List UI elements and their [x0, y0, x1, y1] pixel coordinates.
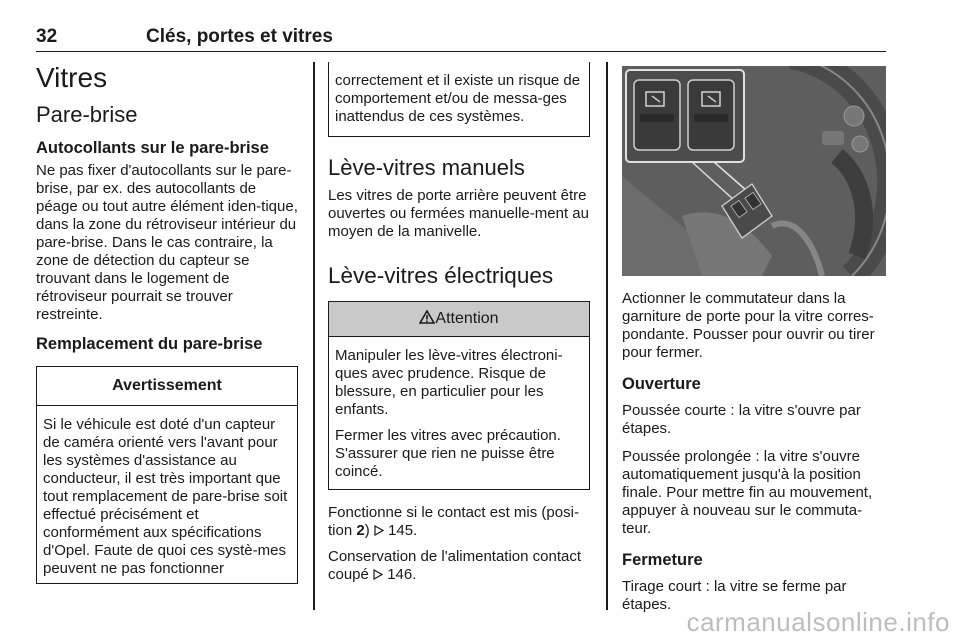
warning-title: Avertissement — [37, 367, 297, 406]
attention-paragraph-2: Fermer les vitres avec précaution. S'assurer que rien ne puisse être coincé. — [335, 427, 561, 480]
column-divider-left — [313, 62, 315, 610]
closing-paragraph-1: Tirage court : la vitre se ferme par étapes. — [622, 578, 847, 613]
column-divider-right — [606, 62, 608, 610]
section-title: Clés, portes et vitres — [146, 26, 333, 47]
attention-paragraph-1: Manipuler les lève-vitres électroni-ques avec prudence. Risque de blessure, en particulier pour les enfants. — [335, 347, 563, 418]
intro-paragraph: Actionner le commutateur dans la garniture de porte pour la vitre corres-pondante. Pousser pour ouvrir ou tirer pour fermer. — [622, 290, 875, 361]
power-retention-paragraph: Conservation de l'alimentation contact coupé 146. — [328, 548, 582, 583]
warning-box-continued — [328, 62, 590, 137]
warning-text: Si le véhicule est doté d'un capteur de caméra orienté vers l'avant pour les systèmes d'assistance au conducteur, il est très important que tout remplacement de pare-brise soit effectué précisément et conformément aux spécifications d'Opel. Faute de quoi ces systè-mes peuvent ne pas fonctionner — [43, 416, 288, 577]
power-page-ref[interactable]: 146. — [387, 566, 417, 583]
chapter-title: Vitres — [36, 62, 108, 93]
opening-paragraph-1: Poussée courte : la vitre s'ouvre par étapes. — [622, 402, 861, 437]
stickers-paragraph: Ne pas fixer d'autocollants sur le pare-brise, par ex. des autocollants de péage ou tout autre élément iden-tique, dans la zone du rétroviseur intérieur du pare-brise. Dans le cas contraire, la zone de détection du capteur se trouvant dans le logement de rétroviseur pourrait se trouver restreinte. — [36, 162, 298, 323]
illustration-drawing — [622, 66, 886, 276]
warning-box — [36, 366, 298, 584]
column-1 — [36, 62, 298, 584]
watermark-text: carmanualsonline.info — [686, 607, 950, 637]
window-switch-illustration — [622, 66, 886, 276]
section-heading-manual-windows: Lève-vitres manuels — [328, 155, 525, 180]
column-3 — [622, 66, 886, 624]
subheading-closing: Fermeture — [622, 551, 703, 569]
subheading-stickers: Autocollants sur le pare-brise — [36, 139, 269, 157]
triangle-reference-icon — [374, 525, 384, 536]
page-number: 32 — [36, 26, 58, 47]
attention-header — [329, 302, 589, 337]
subheading-opening: Ouverture — [622, 375, 701, 393]
column-2 — [328, 62, 590, 594]
subheading-replacement: Remplacement du pare-brise — [36, 335, 263, 353]
manual-windows-text: Les vitres de porte arrière peuvent être ouvertes ou fermées manuelle-ment au moyen de la manivelle. — [328, 187, 589, 240]
section-heading-power-windows: Lève-vitres électriques — [328, 263, 554, 288]
attention-box — [328, 301, 590, 490]
ignition-paragraph: Fonctionne si le contact est mis (posi-tion 2) 145. — [328, 504, 579, 539]
opening-paragraph-2: Poussée prolongée : la vitre s'ouvre automatiquement jusqu'à la position finale. Pour mettre fin au mouvement, appuyer à nouveau sur le commuta-teur. — [622, 448, 873, 537]
page-header — [36, 24, 886, 52]
section-heading-windscreen: Pare-brise — [36, 102, 138, 127]
warning-triangle-icon — [419, 310, 435, 324]
attention-title: Attention — [435, 310, 499, 327]
ignition-page-ref[interactable]: 145. — [388, 522, 418, 539]
triangle-reference-icon — [373, 569, 383, 580]
warning-continued-text: correctement et il existe un risque de comportement et/ou de messa-ges inattendus de ces systèmes. — [335, 72, 581, 125]
